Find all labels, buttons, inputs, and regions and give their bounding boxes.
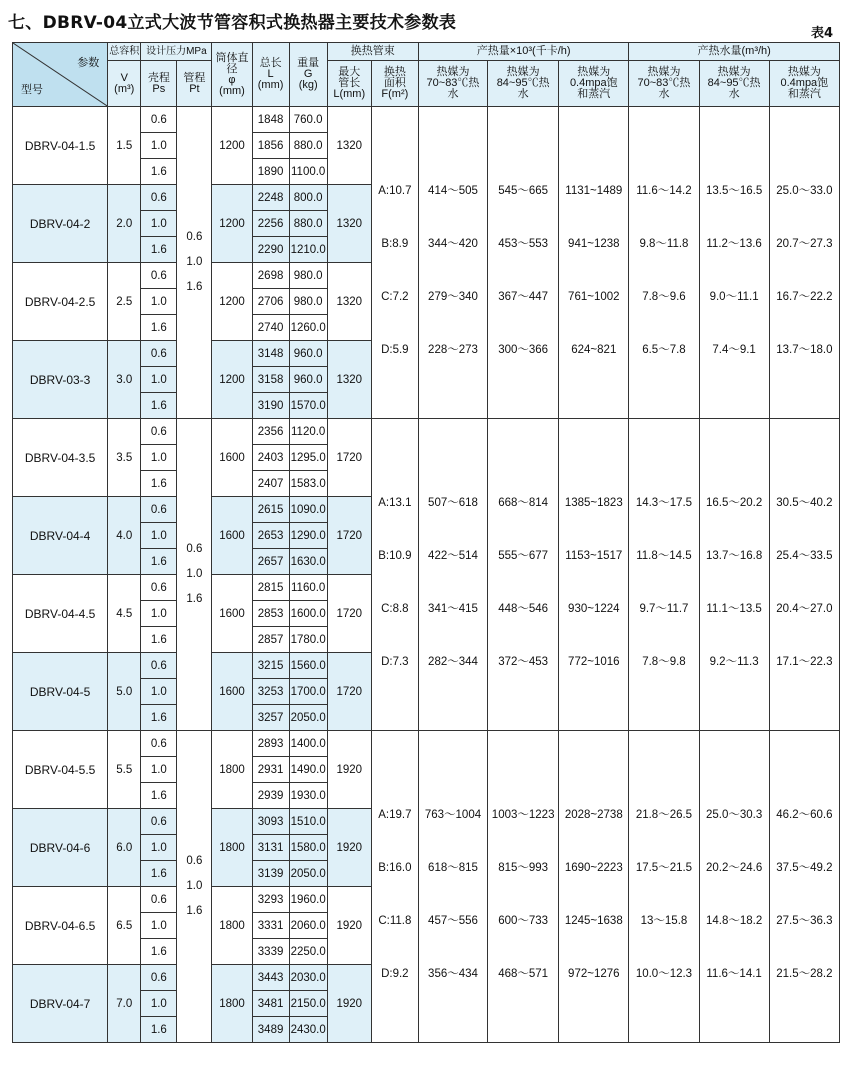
shell-header: 壳程 Ps bbox=[141, 61, 177, 107]
weight-cell: 880.0 bbox=[289, 211, 327, 237]
weight-cell: 1160.0 bbox=[289, 575, 327, 601]
length-cell: 1848 bbox=[252, 107, 289, 133]
length-cell: 3443 bbox=[252, 965, 289, 991]
model-cell: DBRV-04-3.5 bbox=[13, 419, 108, 497]
weight-cell: 1290.0 bbox=[289, 523, 327, 549]
length-cell: 3215 bbox=[252, 653, 289, 679]
shell-pressure-cell: 1.0 bbox=[141, 991, 177, 1017]
length-cell: 3331 bbox=[252, 913, 289, 939]
model-cell: DBRV-04-5.5 bbox=[13, 731, 108, 809]
length-cell: 3257 bbox=[252, 705, 289, 731]
shell-pressure-cell: 0.6 bbox=[141, 497, 177, 523]
weight-cell: 2150.0 bbox=[289, 991, 327, 1017]
volume-cell: 7.0 bbox=[108, 965, 141, 1043]
model-cell: DBRV-04-1.5 bbox=[13, 107, 108, 185]
length-cell: 3131 bbox=[252, 835, 289, 861]
max-tube-length-cell: 1720 bbox=[327, 419, 371, 497]
model-cell: DBRV-04-4.5 bbox=[13, 575, 108, 653]
length-cell: 3481 bbox=[252, 991, 289, 1017]
param-label: 参数 bbox=[77, 57, 100, 69]
shell-pressure-cell: 1.0 bbox=[141, 913, 177, 939]
weight-cell: 1100.0 bbox=[289, 159, 327, 185]
max-tube-length-cell: 1320 bbox=[327, 107, 371, 185]
heat-steam-cell: 1385~1823 1153~1517 930~1224 772~1016 bbox=[559, 419, 629, 731]
length-cell: 1856 bbox=[252, 133, 289, 159]
max-tube-length-cell: 1920 bbox=[327, 965, 371, 1043]
weight-cell: 980.0 bbox=[289, 289, 327, 315]
shell-pressure-cell: 0.6 bbox=[141, 653, 177, 679]
diameter-cell: 1200 bbox=[212, 263, 252, 341]
length-cell: 2931 bbox=[252, 757, 289, 783]
volume-cell: 1.5 bbox=[108, 107, 141, 185]
volume-cell: 2.5 bbox=[108, 263, 141, 341]
length-cell: 2857 bbox=[252, 627, 289, 653]
heat-output-header: 产热量×10³(千卡/h) bbox=[418, 43, 628, 61]
weight-cell: 2430.0 bbox=[289, 1017, 327, 1043]
diameter-cell: 1200 bbox=[212, 185, 252, 263]
shell-pressure-cell: 1.6 bbox=[141, 1017, 177, 1043]
diameter-header: 筒体直径 φ (mm) bbox=[212, 43, 252, 107]
volume-cell: 6.0 bbox=[108, 809, 141, 887]
tube-pressure-cell: 0.6 1.0 1.6 bbox=[177, 419, 212, 731]
heat-steam-cell: 2028~2738 1690~2223 1245~1638 972~1276 bbox=[559, 731, 629, 1043]
shell-pressure-cell: 0.6 bbox=[141, 887, 177, 913]
shell-pressure-cell: 1.6 bbox=[141, 705, 177, 731]
table-row bbox=[13, 107, 840, 133]
heat-steam-cell: 1131~1489 941~1238 761~1002 624~821 bbox=[559, 107, 629, 419]
shell-pressure-cell: 0.6 bbox=[141, 731, 177, 757]
length-cell: 2403 bbox=[252, 445, 289, 471]
shell-pressure-cell: 1.0 bbox=[141, 445, 177, 471]
spec-table bbox=[12, 42, 840, 1043]
model-cell: DBRV-04-2 bbox=[13, 185, 108, 263]
length-cell: 3293 bbox=[252, 887, 289, 913]
volume-cell: 4.5 bbox=[108, 575, 141, 653]
length-cell: 2248 bbox=[252, 185, 289, 211]
weight-cell: 1490.0 bbox=[289, 757, 327, 783]
diameter-cell: 1600 bbox=[212, 575, 252, 653]
weight-cell: 1120.0 bbox=[289, 419, 327, 445]
tube-pressure-cell: 0.6 1.0 1.6 bbox=[177, 731, 212, 1043]
table-body bbox=[13, 107, 840, 1043]
weight-cell: 1600.0 bbox=[289, 601, 327, 627]
weight-cell: 1583.0 bbox=[289, 471, 327, 497]
length-cell: 3158 bbox=[252, 367, 289, 393]
volume-cell: 6.5 bbox=[108, 887, 141, 965]
area-cell: A:13.1 B:10.9 C:8.8 D:7.3 bbox=[371, 419, 418, 731]
diameter-cell: 1800 bbox=[212, 731, 252, 809]
shell-pressure-cell: 1.0 bbox=[141, 133, 177, 159]
volume-cell: 5.0 bbox=[108, 653, 141, 731]
area-cell: A:10.7 B:8.9 C:7.2 D:5.9 bbox=[371, 107, 418, 419]
shell-pressure-cell: 1.0 bbox=[141, 679, 177, 705]
weight-cell: 2060.0 bbox=[289, 913, 327, 939]
weight-cell: 1780.0 bbox=[289, 627, 327, 653]
length-header: 总长 L (mm) bbox=[252, 43, 289, 107]
length-cell: 1890 bbox=[252, 159, 289, 185]
weight-cell: 1560.0 bbox=[289, 653, 327, 679]
heat-84-95-cell: 545～665 453～553 367～447 300～366 bbox=[488, 107, 559, 419]
max-length-header: 最大管长 L(mm) bbox=[327, 61, 371, 107]
weight-cell: 1210.0 bbox=[289, 237, 327, 263]
length-cell: 3339 bbox=[252, 939, 289, 965]
volume-cell: 3.0 bbox=[108, 341, 141, 419]
water-84-95-cell: 25.0～30.3 20.2～24.6 14.8～18.2 11.6～14.1 bbox=[699, 731, 769, 1043]
model-cell: DBRV-04-6.5 bbox=[13, 887, 108, 965]
max-tube-length-cell: 1920 bbox=[327, 887, 371, 965]
water-70-83-cell: 11.6～14.2 9.8～11.8 7.8～9.6 6.5～7.8 bbox=[629, 107, 699, 419]
shell-pressure-cell: 1.0 bbox=[141, 601, 177, 627]
table-number: 表4 bbox=[810, 26, 833, 41]
tube-bundle-header: 换热管束 bbox=[327, 43, 418, 61]
area-cell: A:19.7 B:16.0 C:11.8 D:9.2 bbox=[371, 731, 418, 1043]
model-cell: DBRV-04-4 bbox=[13, 497, 108, 575]
water-col-3: 热媒为0.4mpa饱和蒸汽 bbox=[769, 61, 839, 107]
length-cell: 2815 bbox=[252, 575, 289, 601]
weight-cell: 1630.0 bbox=[289, 549, 327, 575]
shell-pressure-cell: 0.6 bbox=[141, 575, 177, 601]
model-cell: DBRV-04-5 bbox=[13, 653, 108, 731]
shell-pressure-cell: 1.0 bbox=[141, 757, 177, 783]
weight-cell: 1295.0 bbox=[289, 445, 327, 471]
model-cell: DBRV-04-2.5 bbox=[13, 263, 108, 341]
length-cell: 2893 bbox=[252, 731, 289, 757]
volume-cell: 3.5 bbox=[108, 419, 141, 497]
length-cell: 2407 bbox=[252, 471, 289, 497]
length-cell: 2653 bbox=[252, 523, 289, 549]
shell-pressure-cell: 1.0 bbox=[141, 367, 177, 393]
shell-pressure-cell: 0.6 bbox=[141, 107, 177, 133]
shell-pressure-cell: 1.6 bbox=[141, 783, 177, 809]
diameter-cell: 1800 bbox=[212, 887, 252, 965]
heat-col-3: 热媒为0.4mpa饱和蒸汽 bbox=[559, 61, 629, 107]
diameter-cell: 1600 bbox=[212, 419, 252, 497]
weight-cell: 800.0 bbox=[289, 185, 327, 211]
weight-cell: 1700.0 bbox=[289, 679, 327, 705]
water-col-1: 热媒为70~83℃热水 bbox=[629, 61, 699, 107]
heat-84-95-cell: 1003～1223 815～993 600～733 468～571 bbox=[488, 731, 559, 1043]
length-cell: 3190 bbox=[252, 393, 289, 419]
max-tube-length-cell: 1320 bbox=[327, 341, 371, 419]
shell-pressure-cell: 0.6 bbox=[141, 185, 177, 211]
length-cell: 2256 bbox=[252, 211, 289, 237]
length-cell: 2698 bbox=[252, 263, 289, 289]
weight-cell: 760.0 bbox=[289, 107, 327, 133]
table-row bbox=[13, 419, 840, 445]
shell-pressure-cell: 0.6 bbox=[141, 341, 177, 367]
max-tube-length-cell: 1920 bbox=[327, 809, 371, 887]
max-tube-length-cell: 1720 bbox=[327, 497, 371, 575]
diameter-cell: 1200 bbox=[212, 107, 252, 185]
weight-cell: 1580.0 bbox=[289, 835, 327, 861]
heat-84-95-cell: 668～814 555～677 448～546 372～453 bbox=[488, 419, 559, 731]
shell-pressure-cell: 1.6 bbox=[141, 393, 177, 419]
diameter-cell: 1800 bbox=[212, 965, 252, 1043]
weight-header: 重量 G (kg) bbox=[289, 43, 327, 107]
length-cell: 2657 bbox=[252, 549, 289, 575]
page-title: 七、DBRV-04立式大波节管容积式换热器主要技术参数表 bbox=[8, 13, 457, 33]
volume-cell: 2.0 bbox=[108, 185, 141, 263]
shell-pressure-cell: 1.6 bbox=[141, 549, 177, 575]
length-cell: 3253 bbox=[252, 679, 289, 705]
weight-cell: 2050.0 bbox=[289, 861, 327, 887]
shell-pressure-cell: 1.0 bbox=[141, 523, 177, 549]
shell-pressure-cell: 1.6 bbox=[141, 939, 177, 965]
shell-pressure-cell: 1.6 bbox=[141, 471, 177, 497]
heat-col-1: 热媒为70~83℃热水 bbox=[418, 61, 487, 107]
shell-pressure-cell: 1.0 bbox=[141, 289, 177, 315]
shell-pressure-cell: 1.6 bbox=[141, 861, 177, 887]
volume-header: 总容积 bbox=[108, 43, 141, 61]
length-cell: 2290 bbox=[252, 237, 289, 263]
weight-cell: 1400.0 bbox=[289, 731, 327, 757]
tube-pressure-header: 管程 Pt bbox=[177, 61, 212, 107]
shell-pressure-cell: 1.6 bbox=[141, 315, 177, 341]
diameter-cell: 1200 bbox=[212, 341, 252, 419]
weight-cell: 2050.0 bbox=[289, 705, 327, 731]
length-cell: 2356 bbox=[252, 419, 289, 445]
water-steam-cell: 25.0～33.0 20.7～27.3 16.7～22.2 13.7～18.0 bbox=[769, 107, 839, 419]
water-steam-cell: 46.2～60.6 37.5～49.2 27.5～36.3 21.5～28.2 bbox=[769, 731, 839, 1043]
length-cell: 3139 bbox=[252, 861, 289, 887]
model-cell: DBRV-03-3 bbox=[13, 341, 108, 419]
length-cell: 2615 bbox=[252, 497, 289, 523]
volume-cell: 4.0 bbox=[108, 497, 141, 575]
table-header bbox=[13, 43, 840, 107]
length-cell: 3148 bbox=[252, 341, 289, 367]
water-output-header: 产热水量(m³/h) bbox=[629, 43, 840, 61]
weight-cell: 1510.0 bbox=[289, 809, 327, 835]
length-cell: 2853 bbox=[252, 601, 289, 627]
shell-pressure-cell: 0.6 bbox=[141, 965, 177, 991]
water-84-95-cell: 13.5～16.5 11.2～13.6 9.0～11.1 7.4～9.1 bbox=[699, 107, 769, 419]
area-header: 换热面积 F(m²) bbox=[371, 61, 418, 107]
model-label: 型号 bbox=[21, 84, 43, 96]
max-tube-length-cell: 1320 bbox=[327, 263, 371, 341]
length-cell: 2706 bbox=[252, 289, 289, 315]
weight-cell: 880.0 bbox=[289, 133, 327, 159]
diameter-cell: 1600 bbox=[212, 653, 252, 731]
water-70-83-cell: 21.8～26.5 17.5～21.5 13～15.8 10.0～12.3 bbox=[629, 731, 699, 1043]
param-model-corner bbox=[13, 43, 108, 107]
heat-70-83-cell: 414～505 344～420 279～340 228～273 bbox=[418, 107, 487, 419]
water-steam-cell: 30.5～40.2 25.4～33.5 20.4～27.0 17.1～22.3 bbox=[769, 419, 839, 731]
weight-cell: 960.0 bbox=[289, 341, 327, 367]
shell-pressure-cell: 1.0 bbox=[141, 835, 177, 861]
weight-cell: 1260.0 bbox=[289, 315, 327, 341]
diameter-cell: 1800 bbox=[212, 809, 252, 887]
heat-col-2: 热媒为84~95℃热水 bbox=[488, 61, 559, 107]
volume-sub: V (m³) bbox=[108, 61, 141, 107]
length-cell: 3093 bbox=[252, 809, 289, 835]
length-cell: 2939 bbox=[252, 783, 289, 809]
max-tube-length-cell: 1320 bbox=[327, 185, 371, 263]
weight-cell: 2030.0 bbox=[289, 965, 327, 991]
length-cell: 2740 bbox=[252, 315, 289, 341]
table-row bbox=[13, 731, 840, 757]
weight-cell: 1090.0 bbox=[289, 497, 327, 523]
tube-pressure-cell: 0.6 1.0 1.6 bbox=[177, 107, 212, 419]
shell-pressure-cell: 1.6 bbox=[141, 627, 177, 653]
weight-cell: 960.0 bbox=[289, 367, 327, 393]
weight-cell: 1930.0 bbox=[289, 783, 327, 809]
model-cell: DBRV-04-7 bbox=[13, 965, 108, 1043]
water-84-95-cell: 16.5～20.2 13.7～16.8 11.1～13.5 9.2～11.3 bbox=[699, 419, 769, 731]
max-tube-length-cell: 1720 bbox=[327, 575, 371, 653]
shell-pressure-cell: 0.6 bbox=[141, 809, 177, 835]
shell-pressure-cell: 1.6 bbox=[141, 159, 177, 185]
weight-cell: 980.0 bbox=[289, 263, 327, 289]
heat-70-83-cell: 763～1004 618～815 457～556 356～434 bbox=[418, 731, 487, 1043]
weight-cell: 1960.0 bbox=[289, 887, 327, 913]
shell-pressure-cell: 0.6 bbox=[141, 419, 177, 445]
model-cell: DBRV-04-6 bbox=[13, 809, 108, 887]
shell-pressure-cell: 0.6 bbox=[141, 263, 177, 289]
weight-cell: 1570.0 bbox=[289, 393, 327, 419]
water-col-2: 热媒为84~95℃热水 bbox=[699, 61, 769, 107]
pressure-header: 设计压力MPa bbox=[141, 43, 212, 61]
max-tube-length-cell: 1920 bbox=[327, 731, 371, 809]
max-tube-length-cell: 1720 bbox=[327, 653, 371, 731]
heat-70-83-cell: 507～618 422～514 341～415 282～344 bbox=[418, 419, 487, 731]
shell-pressure-cell: 1.0 bbox=[141, 211, 177, 237]
length-cell: 3489 bbox=[252, 1017, 289, 1043]
water-70-83-cell: 14.3～17.5 11.8～14.5 9.7～11.7 7.8～9.8 bbox=[629, 419, 699, 731]
weight-cell: 2250.0 bbox=[289, 939, 327, 965]
shell-pressure-cell: 1.6 bbox=[141, 237, 177, 263]
volume-cell: 5.5 bbox=[108, 731, 141, 809]
diameter-cell: 1600 bbox=[212, 497, 252, 575]
